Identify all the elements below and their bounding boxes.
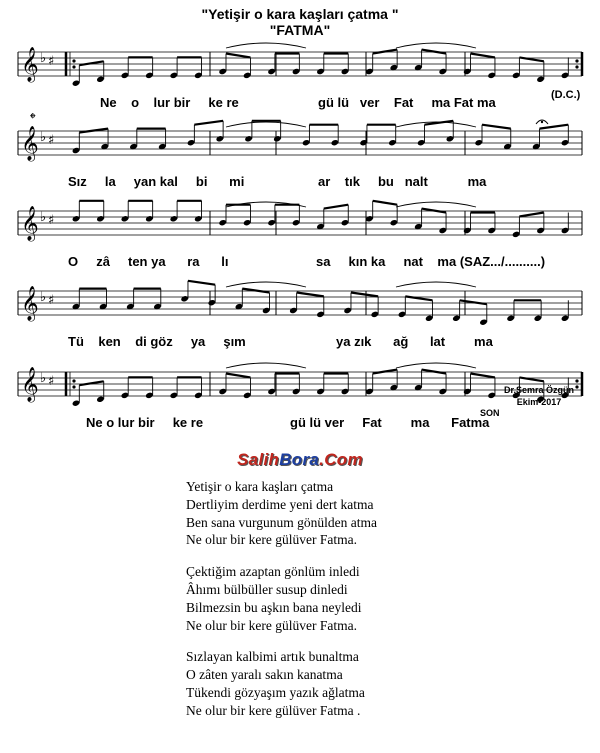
verse-line: Âhımı bülbüller susup dinledi	[186, 581, 348, 597]
saz-mark: (SAZ.../..........)	[459, 254, 546, 269]
beam	[188, 281, 215, 285]
lyric-line-4: Tü ken di göz ya şım	[68, 334, 246, 349]
slur	[226, 202, 306, 207]
verse-line: Dertliyim derdime yeni dert katma	[186, 496, 374, 512]
sharp-icon: ♯	[48, 374, 55, 389]
verse-line: Yetişir o kara kaşları çatma	[186, 479, 334, 494]
repeat-dot	[575, 379, 578, 382]
beam	[540, 125, 569, 129]
lyric-line-4b: ya zık ağ lat ma	[336, 334, 493, 349]
treble-clef-icon: 𝄞	[21, 367, 39, 402]
son-mark: SON	[480, 408, 500, 418]
beam	[324, 205, 348, 209]
lyric-line-3: O zâ ten ya ra lı	[68, 254, 229, 269]
treble-clef-icon: 𝄞	[21, 286, 39, 321]
beam	[79, 129, 108, 133]
site-logo: SalihBora.Com	[237, 450, 363, 469]
lyric-line-2b: ar tık bu nalt ma	[318, 174, 487, 189]
repeat-dot	[575, 385, 578, 388]
credit	[504, 384, 574, 408]
sharp-icon: ♯	[48, 133, 55, 148]
slur	[226, 122, 306, 127]
verse-line: O zâten yaralı sakın kanatma	[186, 667, 343, 683]
beam	[297, 293, 324, 297]
repeat-dot	[72, 65, 75, 68]
repeat-dot	[72, 385, 75, 388]
beam	[226, 374, 250, 378]
beam	[482, 125, 511, 129]
lyric-line-1: Ne o lur bir ke re	[100, 95, 239, 110]
flat-icon: ♭	[40, 130, 47, 145]
lyric-line-5: Ne o lur bir ke re	[86, 415, 204, 430]
slur	[396, 202, 476, 207]
beam	[351, 293, 378, 297]
beam	[422, 370, 446, 374]
beam	[519, 213, 543, 217]
slur	[396, 282, 476, 287]
beam	[79, 381, 103, 385]
beam	[460, 300, 487, 304]
slur	[396, 43, 476, 48]
verse-line: Ben sana vurgunum gönülden atma	[186, 514, 377, 530]
repeat-dot	[72, 59, 75, 62]
sharp-icon: ♯	[48, 54, 55, 69]
credit-date: Ekim-2017	[516, 397, 562, 407]
beam	[242, 289, 269, 293]
slur	[226, 363, 306, 368]
flat-icon: ♭	[40, 371, 47, 386]
beam	[471, 374, 495, 378]
repeat-dot	[575, 65, 578, 68]
verse-line: Ne olur bir kere gülüver Fatma .	[186, 702, 361, 718]
beam	[422, 50, 446, 54]
verses	[186, 478, 377, 734]
treble-clef-icon: 𝄞	[21, 47, 39, 82]
slur	[226, 43, 306, 48]
sharp-icon: ♯	[48, 213, 55, 228]
stanza-3	[186, 648, 377, 719]
verse-line: Çektiğim azaptan gönlüm inledi	[186, 564, 360, 580]
beam	[471, 54, 495, 58]
song-title: "Yetişir o kara kaşları çatma "	[201, 6, 399, 22]
repeat-dot	[72, 379, 75, 382]
verse-line: Ne olur bir kere gülüver Fatma.	[186, 617, 357, 633]
slur	[396, 363, 476, 368]
sharp-icon: ♯	[48, 293, 55, 308]
beam	[422, 209, 446, 213]
lyric-line-1b: gü lü ver Fat ma Fat ma	[318, 95, 496, 110]
fermata-dot	[541, 121, 543, 123]
beam	[226, 54, 250, 58]
treble-clef-icon: 𝄞	[21, 206, 39, 241]
beam	[79, 61, 103, 65]
flat-icon: ♭	[40, 290, 47, 305]
lyric-line-3b: sa kın ka nat ma (SAZ.../..........)	[316, 254, 546, 269]
credit-author: Dr.Semra Özgün	[504, 385, 575, 395]
song-subtitle: "FATMA"	[269, 22, 331, 38]
dc-mark: (D.C.)	[551, 89, 581, 101]
beam	[373, 50, 397, 54]
flat-icon: ♭	[40, 210, 47, 225]
stanza-2	[186, 563, 377, 634]
verse-line: Bilmezsin bu aşkın bana neyledi	[186, 599, 362, 615]
beam	[194, 121, 223, 125]
flat-icon: ♭	[40, 51, 47, 66]
stanza-1	[186, 478, 377, 549]
beam	[373, 201, 397, 205]
beam	[373, 370, 397, 374]
treble-clef-icon: 𝄞	[21, 126, 39, 161]
repeat-dot	[575, 59, 578, 62]
coda-icon: 𝄌	[30, 109, 36, 128]
verse-line: Tükendi gözyaşım yazık ağlatma	[186, 684, 365, 700]
verse-line: Sızlayan kalbimi artık bunaltma	[186, 649, 359, 665]
slur	[226, 282, 306, 287]
verse-line: Ne olur bir kere gülüver Fatma.	[186, 532, 357, 548]
lyric-line-5b: gü lü ver Fat ma Fatma	[290, 415, 490, 430]
lyric-line-2: Sız la yan kal bi mi	[68, 174, 245, 189]
